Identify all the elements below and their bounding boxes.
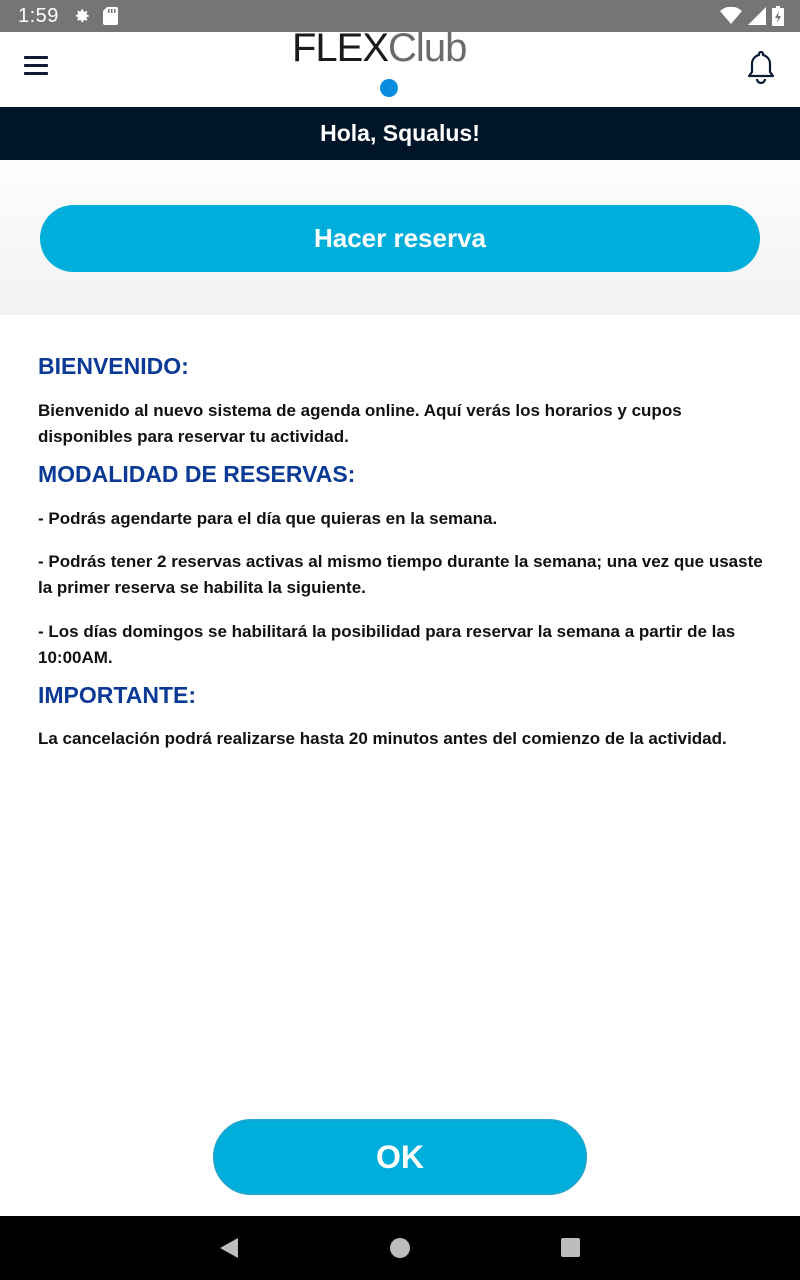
modality-item: - Podrás tener 2 reservas activas al mismo tiempo durante la semana; una vez que usaste la primer reserva se habilita la siguiente. — [38, 552, 763, 597]
battery-icon — [772, 6, 784, 26]
menu-icon[interactable] — [24, 50, 54, 80]
welcome-title: BIENVENIDO: — [38, 353, 189, 379]
modality-item: - Los días domingos se habilitará la posibilidad para reservar la semana a partir de las 10:00AM. — [38, 622, 736, 667]
modality-title: MODALIDAD DE RESERVAS: — [38, 461, 356, 487]
sd-card-icon — [103, 7, 118, 25]
reserve-section — [0, 160, 800, 315]
bell-icon[interactable] — [744, 48, 778, 84]
home-icon[interactable] — [390, 1238, 410, 1258]
important-title: IMPORTANTE: — [38, 682, 197, 708]
recents-icon[interactable] — [561, 1238, 580, 1257]
page-indicator-dot — [380, 79, 398, 97]
status-time: 1:59 — [18, 4, 59, 27]
navigation-bar — [0, 1216, 800, 1280]
welcome-text: Bienvenido al nuevo sistema de agenda online. Aquí verás los horarios y cupos disponibles para reservar tu actividad. — [38, 401, 682, 446]
wifi-icon — [720, 7, 742, 25]
back-icon[interactable] — [219, 1237, 239, 1259]
gear-icon — [73, 7, 91, 25]
make-reservation-button[interactable]: Hacer reserva — [40, 205, 760, 272]
status-right-icons — [720, 6, 784, 26]
app-logo — [292, 28, 512, 68]
important-text: La cancelación podrá realizarse hasta 20 minutos antes del comienzo de la actividad. — [38, 729, 727, 748]
greeting-bar — [0, 107, 800, 160]
status-left-icons — [73, 7, 118, 25]
logo-club: Club — [388, 26, 467, 70]
signal-icon — [748, 7, 766, 25]
app-header — [0, 26, 800, 107]
modality-item: - Podrás agendarte para el día que quieras en la semana. — [38, 509, 498, 528]
logo-flex: FLEX — [292, 26, 389, 70]
ok-button[interactable]: OK — [213, 1119, 587, 1195]
greeting-text: Hola, Squalus! — [320, 120, 480, 146]
